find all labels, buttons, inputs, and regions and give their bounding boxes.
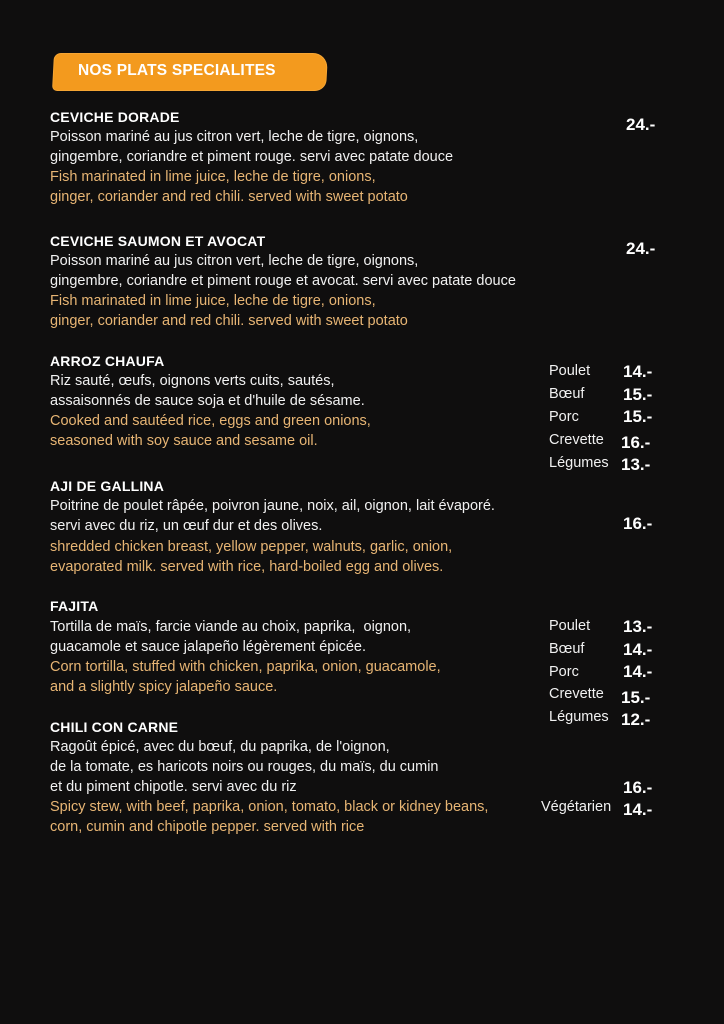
dish-description-en: Corn tortilla, stuffed with chicken, paprika, onion, guacamole, [50,659,441,675]
dish-description-fr: de la tomate, es haricots noirs ou rouges, du maïs, du cumin [50,759,439,775]
option-price: 14.- [623,362,653,381]
option-label: Légumes [549,455,609,471]
option-label: Bœuf [549,641,585,657]
dish-description-fr: Riz sauté, œufs, oignons verts cuits, sautés, [50,373,335,389]
option-label: Poulet [549,618,591,634]
dish-description-fr: Poisson mariné au jus citron vert, leche de tigre, oignons, [50,253,419,269]
dish-title-ceviche-saumon: CEVICHE SAUMON ET AVOCAT [50,233,266,249]
dish-description-en: corn, cumin and chipotle pepper. served with rice [50,819,365,835]
dish-price: 16.- [623,778,653,797]
dish-price: 24.- [626,115,656,134]
dish-description-fr: assaisonnés de sauce soja et d'huile de sésame. [50,393,365,409]
dish-description-fr: Poisson mariné au jus citron vert, leche de tigre, oignons, [50,129,419,145]
dish-description-fr: gingembre, coriandre et piment rouge et avocat. servi avec patate douce [50,273,516,289]
dish-description-fr: guacamole et sauce jalapeño légèrement épicée. [50,639,366,655]
dish-description-en: and a slightly spicy jalapeño sauce. [50,679,278,695]
dish-title-ceviche-dorade: CEVICHE DORADE [50,109,180,125]
dish-description-en: evaporated milk. served with rice, hard-boiled egg and olives. [50,559,444,575]
option-price: 13.- [623,617,653,636]
option-label: Légumes [549,709,609,725]
option-price: 16.- [621,433,651,452]
dish-description-en: Fish marinated in lime juice, leche de tigre, onions, [50,293,376,309]
dish-description-en: Fish marinated in lime juice, leche de tigre, onions, [50,169,376,185]
dish-title-arroz-chaufa: ARROZ CHAUFA [50,353,165,369]
option-label: Crevette [549,686,604,702]
dish-description-en: shredded chicken breast, yellow pepper, walnuts, garlic, onion, [50,539,453,555]
option-label: Végétarien [541,799,612,815]
option-price: 13.- [621,455,651,474]
option-price: 12.- [621,710,651,729]
option-price: 14.- [623,640,653,659]
option-label: Crevette [549,432,604,448]
dish-description-fr: gingembre, coriandre et piment rouge. servi avec patate douce [50,149,454,165]
option-price: 14.- [623,662,653,681]
option-price: 15.- [621,688,651,707]
dish-price: 16.- [623,514,653,533]
dish-title-chili-con-carne: CHILI CON CARNE [50,719,179,735]
dish-description-fr: servi avec du riz, un œuf dur et des olives. [50,518,323,534]
dish-description-fr: Tortilla de maïs, farcie viande au choix, paprika, oignon, [50,619,412,635]
dish-description-fr: et du piment chipotle. servi avec du riz [50,779,297,795]
dish-price: 24.- [626,239,656,258]
dish-title-fajita: FAJITA [50,598,99,614]
page-title: NOS PLATS SPECIALITES [78,62,276,79]
dish-description-en: seasoned with soy sauce and sesame oil. [50,433,318,449]
dish-description-en: Cooked and sautéed rice, eggs and green onions, [50,413,371,429]
dish-description-en: ginger, coriander and red chili. served with sweet potato [50,189,408,205]
dish-description-fr: Poitrine de poulet râpée, poivron jaune, noix, ail, oignon, lait évaporé. [50,498,495,514]
option-label: Bœuf [549,386,585,402]
option-label: Poulet [549,363,591,379]
option-label: Porc [549,664,579,680]
dish-description-en: ginger, coriander and red chili. served with sweet potato [50,313,408,329]
option-label: Porc [549,409,579,425]
option-price: 15.- [623,385,653,404]
dish-description-fr: Ragoût épicé, avec du bœuf, du paprika, de l'oignon, [50,739,390,755]
option-price: 14.- [623,800,653,819]
dish-description-en: Spicy stew, with beef, paprika, onion, tomato, black or kidney beans, [50,799,489,815]
option-price: 15.- [623,407,653,426]
dish-title-aji-de-gallina: AJI DE GALLINA [50,478,165,494]
